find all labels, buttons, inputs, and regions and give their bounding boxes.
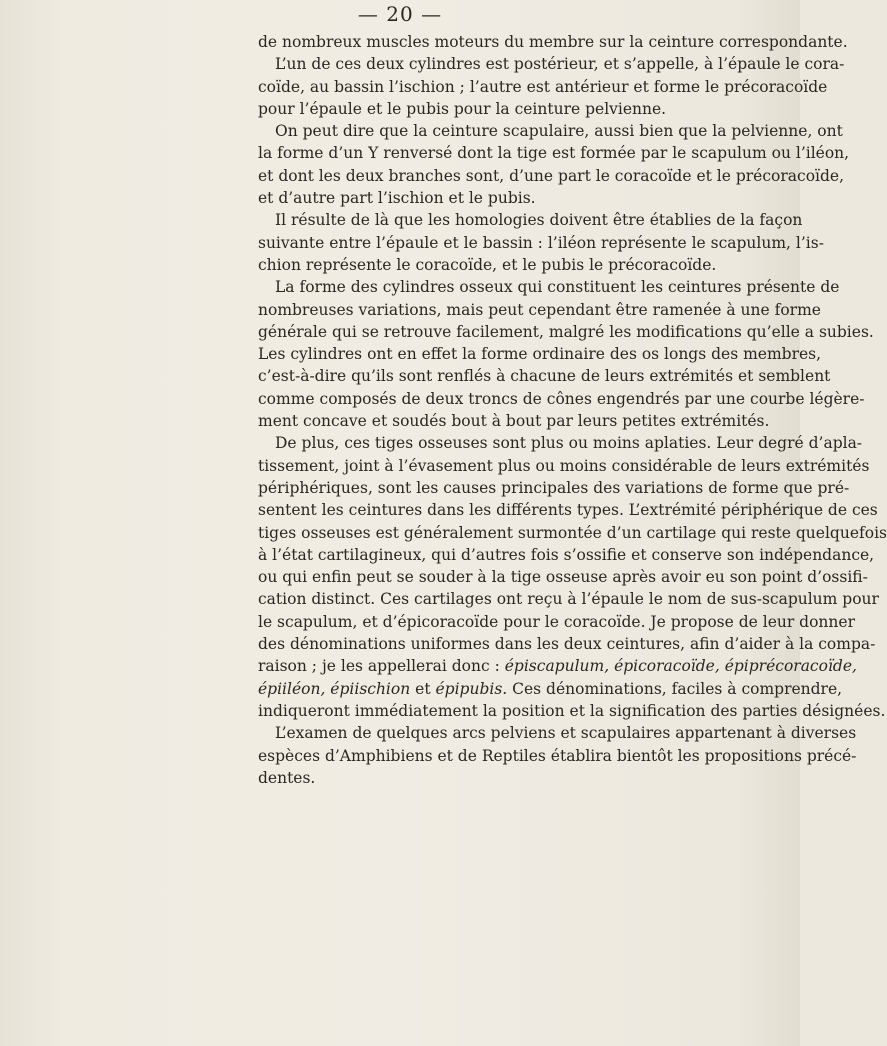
text-line: et dont les deux branches sont, d’une part le coracoïde et le précoracoïde, [258, 166, 845, 185]
text-run: . Ces dénominations, faciles à comprendre, [502, 679, 843, 698]
text-line: Il résulte de là que les homologies doivent être établies de la façon [275, 211, 803, 230]
text-line: dentes. [258, 768, 316, 787]
text-block-closing [258, 700, 886, 789]
text-line: De plus, ces tiges osseuses sont plus ou moins aplaties. Leur degré d’apla- [275, 434, 863, 453]
text-run: raison ; je les appellerai donc : [258, 657, 505, 676]
italic-term-run: épiscapulum, épicoracoïde, épiprécoracoïde, [504, 657, 857, 676]
text-line: cation distinct. Ces cartilages ont reçu à l’épaule le nom de sus-scapulum pour [258, 590, 879, 609]
text-line: On peut dire que la ceinture scapulaire, aussi bien que la pelvienne, ont [275, 122, 843, 141]
text-line-italic-1 [258, 655, 857, 677]
page-number: — 20 — [357, 2, 443, 26]
text-line: c’est-à-dire qu’ils sont renflés à chacune de leurs extrémités et semblent [258, 367, 831, 386]
text-line-italic-2 [258, 678, 843, 700]
text-line: et d’autre part l’ischion et le pubis. [258, 189, 536, 208]
text-line: sentent les ceintures dans les différents types. L’extrémité périphérique de ces [258, 501, 878, 520]
text-line: chion représente le coracoïde, et le pubis le précoracoïde. [258, 255, 717, 274]
italic-term-run: épiiléon, épiischion [258, 679, 411, 698]
text-line: à l’état cartilagineux, qui d’autres fois s’ossifie et conserve son indépendance, [258, 545, 875, 564]
text-line: ou qui enfin peut se souder à la tige osseuse après avoir eu son point d’ossifi- [258, 568, 868, 587]
text-line: tissement, joint à l’évasement plus ou moins considérable de leurs extrémités [258, 456, 870, 475]
text-line: Les cylindres ont en effet la forme ordinaire des os longs des membres, [258, 345, 822, 364]
text-line: L’un de ces deux cylindres est postérieur, et s’appelle, à l’épaule le cora- [275, 55, 845, 74]
text-line: tiges osseuses est généralement surmontée d’un cartilage qui reste quelquefois [258, 523, 887, 542]
text-line: périphériques, sont les causes principales des variations de forme que pré- [258, 478, 850, 497]
text-line: indiqueront immédiatement la position et la signification des parties désignées. [258, 701, 886, 720]
text-line: ment concave et soudés bout à bout par leurs petites extrémités. [258, 412, 770, 431]
text-block-main [258, 31, 887, 655]
italic-term-run: épipubis [435, 679, 503, 698]
text-line: comme composés de deux troncs de cônes engendrés par une courbe légère- [258, 389, 865, 408]
text-line: L’examen de quelques arcs pelviens et scapulaires appartenant à diverses [275, 724, 857, 743]
text-line: le scapulum, et d’épicoracoïde pour le coracoïde. Je propose de leur donner [258, 612, 855, 631]
text-line: coïde, au bassin l’ischion ; l’autre est antérieur et forme le précoracoïde [258, 77, 828, 96]
text-line: pour l’épaule et le pubis pour la ceinture pelvienne. [258, 99, 667, 118]
text-run: et [410, 679, 436, 698]
text-line: de nombreux muscles moteurs du membre sur la ceinture correspondante. [258, 33, 848, 51]
text-line: espèces d’Amphibiens et de Reptiles établira bientôt les propositions précé- [258, 746, 857, 765]
text-line: La forme des cylindres osseux qui constituent les ceintures présente de [275, 278, 840, 297]
text-line: générale qui se retrouve facilement, malgré les modifications qu’elle a subies. [258, 322, 874, 341]
text-line: la forme d’un Y renversé dont la tige est formée par le scapulum ou l’iléon, [258, 144, 850, 163]
text-line: des dénominations uniformes dans les deux ceintures, afin d’aider à la compa- [258, 635, 876, 654]
text-line: nombreuses variations, mais peut cependant être ramenée à une forme [258, 300, 821, 319]
text-line: suivante entre l’épaule et le bassin : l’iléon représente le scapulum, l’is- [258, 233, 824, 252]
body-text [258, 31, 887, 789]
